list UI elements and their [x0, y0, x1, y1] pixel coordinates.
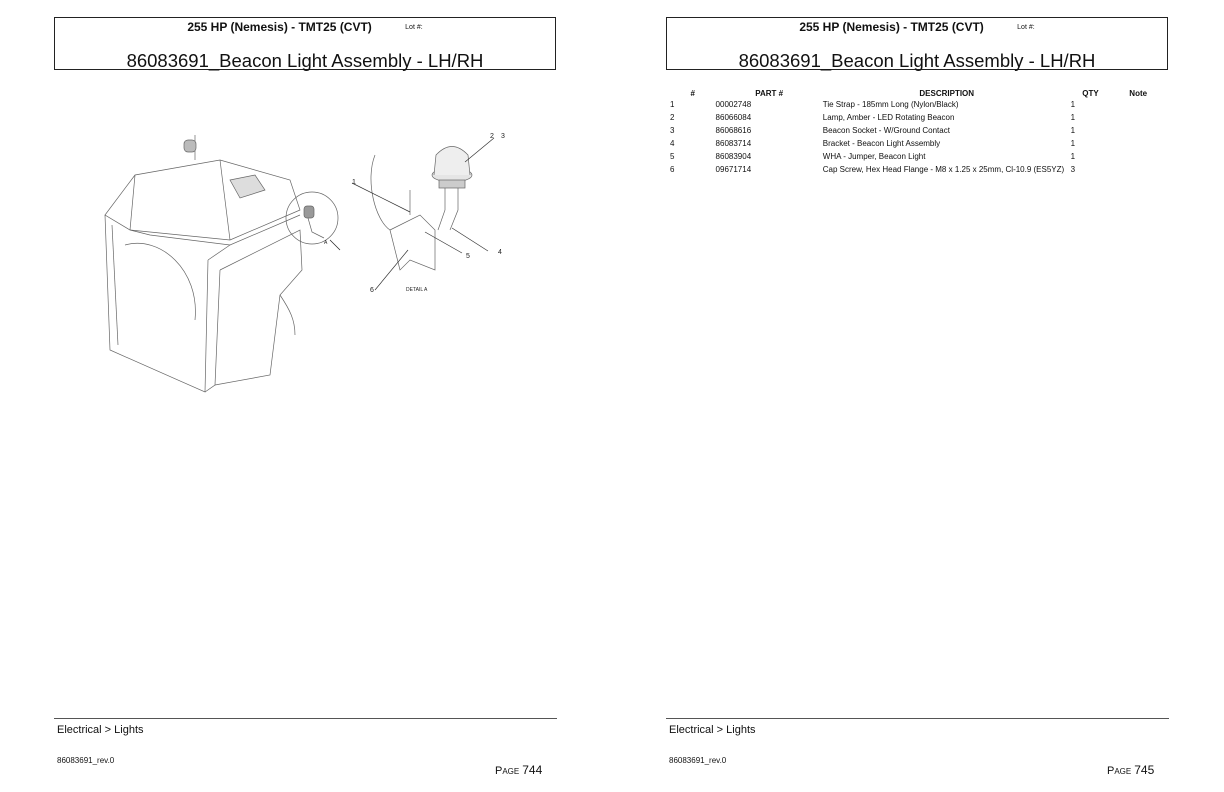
- part-qty: 3: [1070, 165, 1076, 174]
- callout-5: 5: [466, 253, 470, 260]
- exploded-view-diagram: [90, 120, 530, 410]
- page-word: Page: [1107, 765, 1132, 777]
- part-description: Bracket - Beacon Light Assembly: [822, 139, 941, 148]
- part-number: 86066084: [715, 113, 752, 122]
- model-name: 255 HP (Nemesis) - TMT25 (CVT): [187, 20, 372, 34]
- tractor-cab-drawing: [105, 135, 494, 392]
- part-qty: 1: [1070, 113, 1076, 122]
- row-number: 5: [670, 152, 675, 161]
- part-qty: 1: [1070, 139, 1076, 148]
- page-number-value: 745: [1134, 763, 1155, 777]
- table-row: [666, 126, 1166, 139]
- part-note: [1110, 100, 1166, 113]
- table-row: [666, 139, 1166, 152]
- part-number: 86083904: [715, 152, 752, 161]
- column-header-qty: QTY: [1082, 88, 1099, 98]
- part-description: Tie Strap - 185mm Long (Nylon/Black): [822, 100, 959, 109]
- lot-label: Lot #:: [405, 24, 423, 32]
- row-number: 1: [670, 100, 675, 109]
- footer-category: Electrical > Lights: [57, 724, 144, 736]
- part-note: [1110, 165, 1166, 178]
- page-number: [495, 763, 542, 777]
- table-row: [666, 100, 1166, 113]
- footer-divider: [666, 718, 1169, 719]
- assembly-title: 86083691_Beacon Light Assembly - LH/RH: [738, 50, 1096, 71]
- lot-label: Lot #:: [1017, 24, 1035, 32]
- part-number: 86083714: [715, 139, 752, 148]
- table-row: [666, 113, 1166, 126]
- table-row: [666, 165, 1166, 178]
- part-number: 86068616: [715, 126, 752, 135]
- parts-table: [666, 86, 1166, 178]
- footer-revision: 86083691_rev.0: [669, 756, 727, 765]
- callout-4: 4: [498, 249, 502, 256]
- callout-6: 6: [370, 287, 374, 294]
- column-header-number: #: [690, 88, 695, 98]
- part-qty: 1: [1070, 100, 1076, 109]
- footer-divider: [54, 718, 557, 719]
- column-header-description: DESCRIPTION: [919, 88, 975, 98]
- column-header-part: PART #: [755, 88, 784, 98]
- part-note: [1110, 113, 1166, 126]
- row-number: 2: [670, 113, 675, 122]
- part-note: [1110, 126, 1166, 139]
- callout-3: 3: [501, 133, 505, 140]
- part-qty: 1: [1070, 152, 1076, 161]
- row-number: 3: [670, 126, 675, 135]
- table-header-row: [666, 86, 1166, 100]
- part-description: WHA - Jumper, Beacon Light: [822, 152, 926, 161]
- page-word: Page: [495, 765, 520, 777]
- callout-2: 2: [490, 133, 494, 140]
- assembly-title: 86083691_Beacon Light Assembly - LH/RH: [126, 50, 484, 71]
- column-header-note: Note: [1129, 88, 1148, 98]
- callout-1: 1: [352, 179, 356, 186]
- part-qty: 1: [1070, 126, 1076, 135]
- table-row: [666, 152, 1166, 165]
- row-number: 6: [670, 165, 675, 174]
- page-header: [54, 17, 556, 70]
- footer-revision: 86083691_rev.0: [57, 756, 115, 765]
- part-description: Beacon Socket - W/Ground Contact: [822, 126, 950, 135]
- part-note: [1110, 139, 1166, 152]
- detail-a-label: DETAIL A: [406, 287, 428, 293]
- part-number: 09671714: [715, 165, 752, 174]
- part-note: [1110, 152, 1166, 165]
- page-number: [1107, 763, 1154, 777]
- view-a-label: A: [324, 240, 328, 246]
- footer-category: Electrical > Lights: [669, 724, 756, 736]
- part-number: 00002748: [715, 100, 752, 109]
- model-name: 255 HP (Nemesis) - TMT25 (CVT): [799, 20, 984, 34]
- part-description: Cap Screw, Hex Head Flange - M8 x 1.25 x 25mm, Cl-10.9 (ES5YZ): [822, 165, 1065, 174]
- page-header: [666, 17, 1168, 70]
- row-number: 4: [670, 139, 675, 148]
- page-number-value: 744: [522, 763, 543, 777]
- part-description: Lamp, Amber - LED Rotating Beacon: [822, 113, 955, 122]
